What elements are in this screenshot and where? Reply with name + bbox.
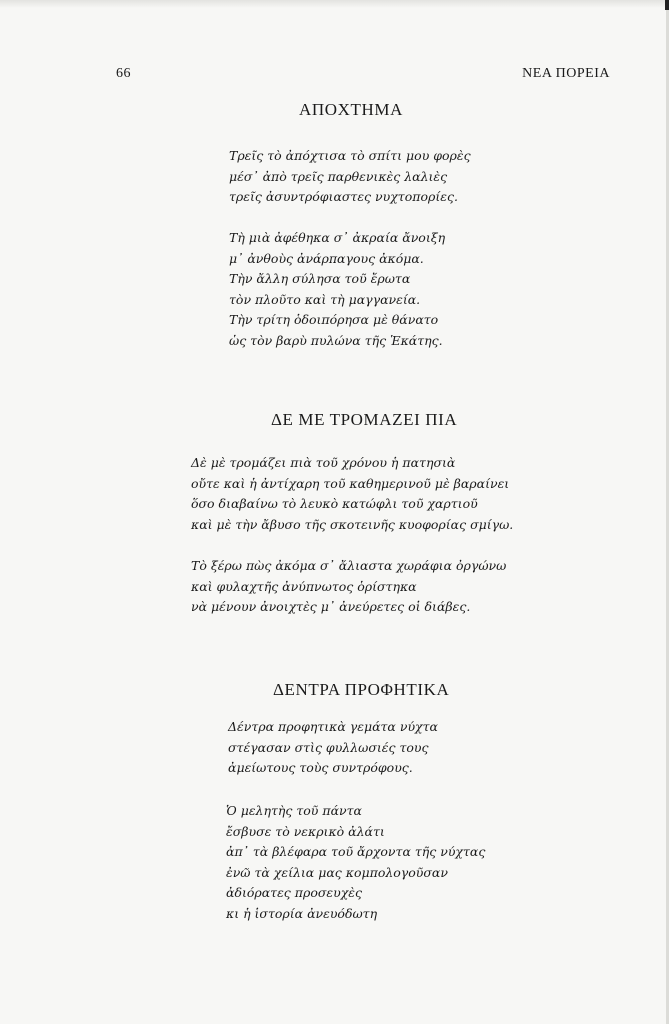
verse-line: μ᾿ ἀνθοὺς ἀνάρπαγους ἀκόμα. (229, 250, 424, 266)
verse-line: τρεῖς ἀσυντρόφιαστες νυχτοπορίες. (229, 189, 458, 204)
verse-line: μέσ᾿ ἀπὸ τρεῖς παρθενικὲς λαλιὲς (229, 168, 448, 184)
page-number: 66 (116, 66, 131, 81)
verse-line: Ὁ μελητὴς τοῦ πάντα (226, 803, 362, 818)
poem-stanza (226, 801, 485, 924)
verse-line: οὔτε καὶ ἡ ἀντίχαρη τοῦ καθημερινοῦ μὲ βαραίνει (191, 475, 510, 491)
poem-stanza (229, 146, 471, 208)
poem-stanza (229, 228, 445, 351)
poem-title: ΔΕ ΜΕ ΤΡΟΜΑΖΕΙ ΠΙΑ (271, 410, 458, 429)
verse-line: ἀδιόρατες προσευχὲς (226, 885, 362, 900)
verse-line: κι ἡ ἱστορία ἀνευόδωτη (226, 905, 378, 921)
poem-title: ΑΠΟΧΤΗΜΑ (299, 100, 403, 119)
poem-title: ΔΕΝΤΡΑ ΠΡΟΦΗΤΙΚΑ (273, 680, 450, 699)
verse-line: καὶ μὲ τὴν ἄβυσο τῆς σκοτεινῆς κυοφορίας σμίγω. (191, 516, 514, 532)
poem-stanza (191, 556, 506, 618)
corner-mark (665, 0, 669, 10)
verse-line: Τὸ ξέρω πὼς ἀκόμα σ᾿ ἄλιαστα χωράφια ὀργώνω (191, 558, 507, 573)
poem-stanza (228, 717, 438, 779)
running-head-journal-title: ΝΕΑ ΠΟΡΕΙΑ (522, 66, 610, 81)
verse-line: καὶ φυλαχτῆς ἀνύπνωτος ὁρίστηκα (191, 578, 417, 594)
verse-line: ἀμείωτους τοὺς συντρόφους. (228, 760, 413, 775)
verse-line: στέγασαν στὶς φυλλωσιές τους (228, 739, 429, 755)
verse-line: ἐνῶ τὰ χείλια μας κομπολογοῦσαν (226, 864, 448, 880)
verse-line: Τρεῖς τὸ ἀπόχτισα τὸ σπίτι μου φορὲς (229, 148, 471, 163)
verse-line: Δέντρα προφητικὰ γεμάτα νύχτα (228, 719, 438, 734)
verse-line: Τὴν ἄλλη σύλησα τοῦ ἔρωτα (229, 271, 411, 286)
verse-line: ἔσβυσε τὸ νεκρικὸ ἀλάτι (226, 823, 385, 839)
verse-line: νὰ μένουν ἀνοιχτὲς μ᾿ ἀνεύρετες οἱ διάβες. (191, 599, 471, 614)
verse-line: τὸν πλοῦτο καὶ τὴ μαγγανεία. (229, 291, 421, 307)
poem-stanza (191, 453, 513, 535)
verse-line: Τὴ μιὰ ἀφέθηκα σ᾿ ἀκραία ἄνοιξη (229, 230, 446, 245)
verse-line: Δὲ μὲ τρομάζει πιὰ τοῦ χρόνου ἡ πατησιὰ (191, 455, 456, 470)
verse-line: ὅσο διαβαίνω τὸ λευκὸ κατώφλι τοῦ χαρτιοῦ (191, 496, 478, 511)
page-top-edge-shadow (0, 0, 669, 8)
verse-line: ἀπ᾿ τὰ βλέφαρα τοῦ ἄρχοντα τῆς νύχτας (226, 844, 486, 859)
verse-line: Τὴν τρίτη ὁδοιπόρησα μὲ θάνατο (229, 312, 439, 327)
verse-line: ὡς τὸν βαρὺ πυλώνα τῆς Ἑκάτης. (229, 332, 443, 348)
